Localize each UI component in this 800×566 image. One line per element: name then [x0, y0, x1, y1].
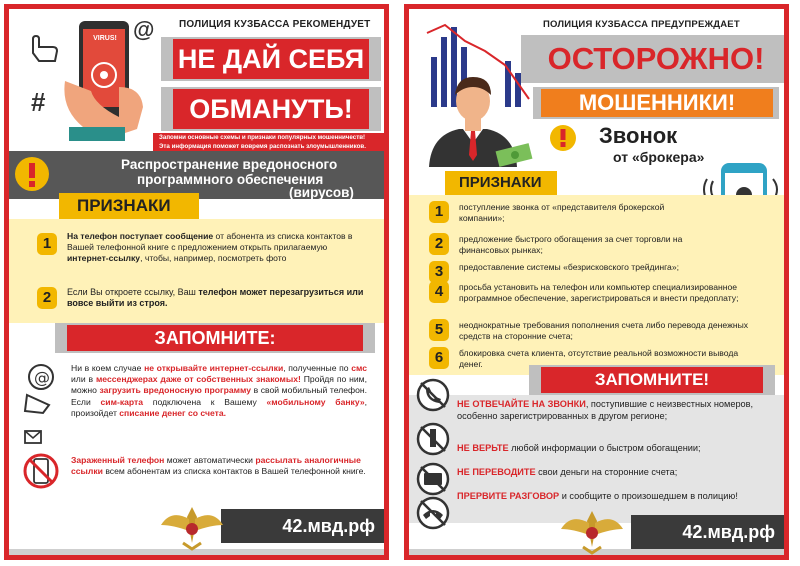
signs-label: ПРИЗНАКИ	[77, 196, 171, 215]
site-link[interactable]: 42.мвд.рф	[221, 509, 389, 543]
sign-text: неоднократные требования пополнения счета либо перевода денежных средств на сторонние счета;	[459, 320, 749, 341]
header-small: ПОЛИЦИЯ КУЗБАССА ПРЕДУПРЕЖДАЕТ	[543, 19, 740, 30]
remember-text-1: Ни в коем случае не открывайте интернет-ссылки, полученные по смс или в мессенджерах даже от собственных знакомых! Пройдя по ним, можно загрузить вредоносную программу в свой мобильный телефон. Если сим-карта подключена к Вашему «мобильному банку», произойдет списание денег со счета.	[71, 363, 368, 418]
sign-number: 5	[429, 319, 449, 341]
remember-label: ЗАПОМНИТЕ:	[67, 325, 363, 351]
sign-number: 6	[429, 347, 449, 369]
poster-left	[4, 4, 389, 560]
sign-number: 2	[429, 233, 449, 255]
eagle-emblem-icon	[559, 507, 625, 555]
hashtag-icon: #	[31, 87, 46, 117]
no-message-icon	[19, 427, 61, 499]
topic-line2: программного обеспечения	[137, 172, 324, 187]
sign2-text: Если Вы откроете ссылку, Ваш телефон может перезагрузиться или вовсе выйти из строя.	[67, 287, 364, 308]
eagle-emblem-icon	[159, 503, 225, 551]
remember-text-2: НЕ ВЕРЬТЕ любой информации о быстром обогащении;	[457, 443, 701, 453]
sign-text: просьба установить на телефон или компьютер специализированное программное обеспечение, зарегистрироваться и внести предоплату;	[459, 282, 739, 303]
at-sign-hand-icon	[19, 361, 61, 417]
no-transfer-icon	[415, 461, 451, 497]
signs-label: ПРИЗНАКИ	[459, 174, 542, 191]
topic-line2: от «брокера»	[613, 149, 705, 165]
sign-text: поступление звонка от «представителя брокерской компании»;	[459, 202, 665, 223]
no-trust-icon	[415, 421, 451, 457]
title-line2: ОБМАНУТЬ!	[173, 89, 369, 129]
sign-text: предложение быстрого обогащения за счет торговли на финансовых рынках;	[459, 234, 683, 255]
sign2-number: 2	[37, 287, 57, 309]
sign-number: 4	[429, 281, 449, 303]
header-small: ПОЛИЦИЯ КУЗБАССА РЕКОМЕНДУЕТ	[179, 19, 371, 30]
hang-up-icon	[415, 495, 451, 531]
intro-line1: Запомни основные схемы и признаки популярных мошенничеств!	[159, 134, 366, 141]
remember-label: ЗАПОМНИТЕ!	[541, 367, 763, 393]
remember-text-1: НЕ ОТВЕЧАЙТЕ НА ЗВОНКИ, поступившие с неизвестных номеров, особенно зарегистрированных в другом регионе;	[457, 399, 754, 421]
exclamation-icon	[549, 121, 577, 155]
topic-line3: (вирусов)	[289, 185, 354, 200]
no-call-icon	[415, 377, 451, 413]
title-line1: НЕ ДАЙ СЕБЯ	[173, 39, 369, 79]
phone-virus-badge: VIRUS!	[93, 35, 117, 42]
title-line1: ОСТОРОЖНО!	[547, 41, 765, 76]
remember-text-4: ПРЕРВИТЕ РАЗГОВОР и сообщите о произошедшем в полицию!	[457, 491, 738, 501]
exclamation-icon	[13, 155, 51, 193]
title-line2: МОШЕННИКИ!	[541, 89, 773, 117]
at-sign-icon: @	[133, 17, 155, 42]
money-icon	[495, 139, 535, 169]
sign-number: 1	[429, 201, 449, 223]
svg-text:@: @	[34, 368, 50, 387]
topic-line1: Распространение вредоносного	[121, 157, 338, 172]
remember-text-2: Зараженный телефон может автоматически рассылать аналогичные ссылки всем абонентам из списка контактов в Вашей телефонной книге.	[71, 455, 366, 477]
site-link[interactable]: 42.мвд.рф	[631, 515, 789, 549]
sign1-text: На телефон поступает сообщение от абонента из списка контактов в Вашей телефонной книге с предложением открыть прилагаемую интернет-ссылку, чтобы, например, посмотреть фото	[67, 231, 353, 263]
sign-text: предоставление системы «безрисковского трейдинга»;	[459, 262, 680, 272]
intro-line2: Эта информация поможет вовремя распознать злоумышленников.	[159, 143, 366, 150]
sign1-number: 1	[37, 233, 57, 255]
poster-right	[404, 4, 789, 560]
topic-line1: Звонок	[599, 123, 678, 148]
sign-text: блокировка счета клиента, отсутствие реальной возможности вывода денег.	[459, 348, 739, 369]
sign-number: 3	[429, 261, 449, 283]
remember-text-3: НЕ ПЕРЕВОДИТЕ свои деньги на сторонние счета;	[457, 467, 678, 477]
